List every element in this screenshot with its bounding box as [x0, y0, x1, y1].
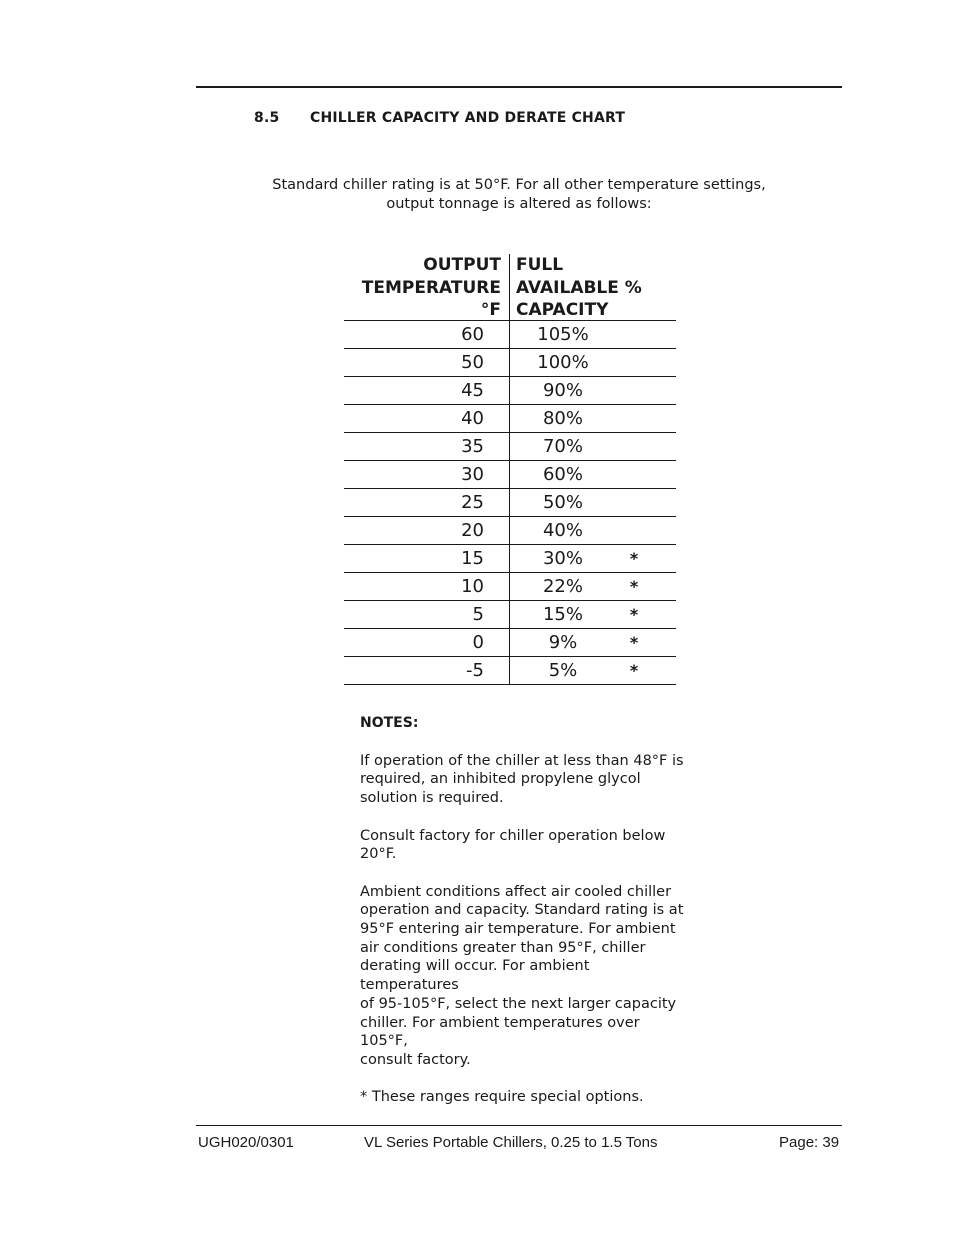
cell-note-marker: *	[629, 577, 639, 596]
cell-capacity: 80%	[542, 408, 583, 429]
notes-title: NOTES:	[360, 715, 419, 731]
section-heading	[254, 110, 625, 126]
note-line: Ambient conditions affect air cooled chiller	[360, 883, 672, 900]
table-row	[344, 573, 676, 601]
cell-temperature: 30	[461, 464, 484, 485]
footer-page-number: Page: 39	[779, 1134, 840, 1151]
header-line: FULL	[516, 255, 564, 275]
note-line: operation and capacity. Standard rating is at	[360, 902, 684, 919]
cell-capacity: 50%	[542, 492, 583, 513]
footer-doc-id: UGH020/0301	[198, 1134, 294, 1151]
cell-capacity: 100%	[537, 352, 589, 373]
table-row	[344, 321, 676, 349]
footer-title: VL Series Portable Chillers, 0.25 to 1.5 Tons	[364, 1134, 658, 1151]
section-number: 8.5	[254, 110, 280, 126]
table-row	[344, 517, 676, 545]
cell-temperature: 60	[461, 324, 484, 345]
cell-capacity: 60%	[542, 464, 583, 485]
cell-temperature: 10	[461, 576, 484, 597]
intro-text	[260, 176, 778, 214]
header-line: OUTPUT	[423, 255, 501, 275]
cell-capacity: 40%	[542, 520, 583, 541]
derate-table	[344, 254, 676, 685]
header-line: CAPACITY	[516, 300, 609, 320]
cell-note-marker: *	[629, 633, 639, 652]
table-row	[344, 349, 676, 377]
note-paragraph	[360, 1088, 690, 1107]
cell-temperature: 20	[461, 520, 484, 541]
cell-note-marker: *	[629, 661, 639, 680]
note-line: 95°F entering air temperature. For ambient	[360, 921, 676, 937]
cell-temperature: 35	[461, 436, 484, 457]
header-line: °F	[480, 300, 501, 320]
note-paragraph	[360, 827, 690, 864]
cell-temperature: 45	[461, 380, 484, 401]
cell-capacity: 22%	[542, 576, 583, 597]
note-line: air conditions greater than 95°F, chiller	[360, 939, 646, 956]
top-rule	[196, 86, 842, 88]
cell-capacity: 9%	[548, 632, 578, 653]
note-paragraph	[360, 883, 690, 1070]
table-row	[344, 489, 676, 517]
note-line: of 95-105°F, select the next larger capacity	[360, 995, 677, 1012]
note-line: 20°F.	[360, 846, 397, 863]
note-line: Consult factory for chiller operation below	[360, 827, 666, 844]
table-row	[344, 433, 676, 461]
cell-temperature: 25	[461, 492, 484, 513]
table-header	[344, 254, 676, 321]
table-row	[344, 377, 676, 405]
cell-capacity: 30%	[542, 548, 583, 569]
note-line: * These ranges require special options.	[360, 1089, 644, 1106]
header-line: TEMPERATURE	[361, 277, 501, 298]
bottom-rule	[196, 1125, 842, 1126]
header-line: AVAILABLE %	[516, 277, 642, 298]
note-line: chiller. For ambient temperatures over 105°F,	[360, 1014, 640, 1050]
cell-temperature: 0	[472, 632, 484, 653]
section-title: CHILLER CAPACITY AND DERATE CHART	[310, 110, 626, 126]
cell-capacity: 15%	[542, 604, 583, 625]
intro-line: output tonnage is altered as follows:	[386, 196, 652, 212]
cell-temperature: 15	[461, 548, 484, 569]
note-line: solution is required.	[360, 790, 504, 807]
cell-note-marker: *	[629, 549, 639, 568]
note-line: If operation of the chiller at less than 48°F is	[360, 752, 684, 769]
cell-temperature: 50	[461, 352, 484, 373]
cell-note-marker: *	[629, 605, 639, 624]
table-row	[344, 657, 676, 685]
note-line: derating will occur. For ambient temperatures	[360, 958, 590, 994]
note-paragraph	[360, 752, 690, 808]
cell-capacity: 90%	[542, 380, 583, 401]
table-row	[344, 601, 676, 629]
column-divider	[509, 254, 510, 685]
cell-temperature: 5	[472, 604, 484, 625]
notes-body	[360, 752, 690, 1107]
intro-line: Standard chiller rating is at 50°F. For all other temperature settings,	[272, 177, 766, 193]
table-row	[344, 629, 676, 657]
table-row	[344, 405, 676, 433]
header-capacity	[501, 254, 642, 320]
header-temperature	[344, 254, 501, 320]
table-body	[344, 321, 676, 685]
notes-section	[360, 714, 690, 1126]
note-line: required, an inhibited propylene glycol	[360, 771, 641, 788]
cell-temperature: -5	[466, 660, 484, 681]
note-line: consult factory.	[360, 1051, 471, 1068]
cell-capacity: 70%	[542, 436, 583, 457]
table-row	[344, 461, 676, 489]
cell-temperature: 40	[461, 408, 484, 429]
cell-capacity: 5%	[548, 660, 578, 681]
table-row	[344, 545, 676, 573]
cell-capacity: 105%	[537, 324, 589, 345]
